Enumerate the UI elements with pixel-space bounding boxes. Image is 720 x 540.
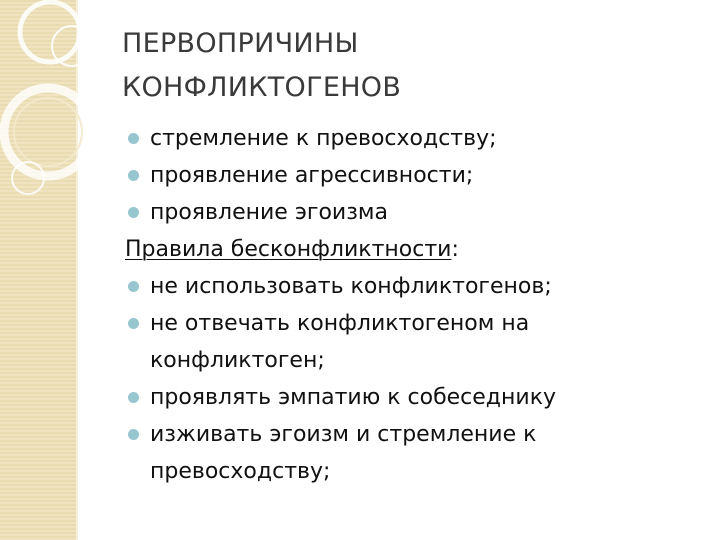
title-line-2: КОНФЛИКТОГЕНОВ bbox=[122, 72, 402, 103]
title-line-1: ПЕРВОПРИЧИНЫ bbox=[122, 28, 359, 59]
list-item-rule bbox=[122, 305, 702, 379]
list-item-text: проявление агрессивности; bbox=[150, 163, 474, 188]
bullet-dot-icon bbox=[128, 133, 139, 144]
rules-heading bbox=[122, 231, 702, 268]
list-item-text: изживать эгоизм и стремление к превосходству; bbox=[150, 422, 537, 484]
list-item-text: проявление эгоизма bbox=[150, 200, 388, 225]
list-item-text: стремление к превосходству; bbox=[150, 126, 497, 151]
bullet-dot-icon bbox=[128, 392, 139, 403]
slide-content bbox=[122, 120, 702, 490]
bullet-dot-icon bbox=[128, 318, 139, 329]
list-item-text: не использовать конфликтогенов; bbox=[150, 274, 552, 299]
list-item-rule bbox=[122, 379, 702, 416]
rules-heading-text: Правила бесконфликтности bbox=[125, 237, 452, 262]
rules-heading-colon: : bbox=[451, 237, 459, 262]
list-item-rule bbox=[122, 416, 702, 490]
list-item-text: не отвечать конфликтогеном на конфликтоген; bbox=[150, 311, 530, 373]
list-item-cause bbox=[122, 157, 702, 194]
list-item-rule bbox=[122, 268, 702, 305]
bullet-dot-icon bbox=[128, 429, 139, 440]
bullet-dot-icon bbox=[128, 281, 139, 292]
list-item-text: проявлять эмпатию к собеседнику bbox=[150, 385, 557, 410]
decorative-rings-icon bbox=[0, 0, 120, 220]
bullet-dot-icon bbox=[128, 170, 139, 181]
list-item-cause bbox=[122, 120, 702, 157]
list-item-cause bbox=[122, 194, 702, 231]
slide-title bbox=[122, 22, 401, 110]
bullet-dot-icon bbox=[128, 207, 139, 218]
